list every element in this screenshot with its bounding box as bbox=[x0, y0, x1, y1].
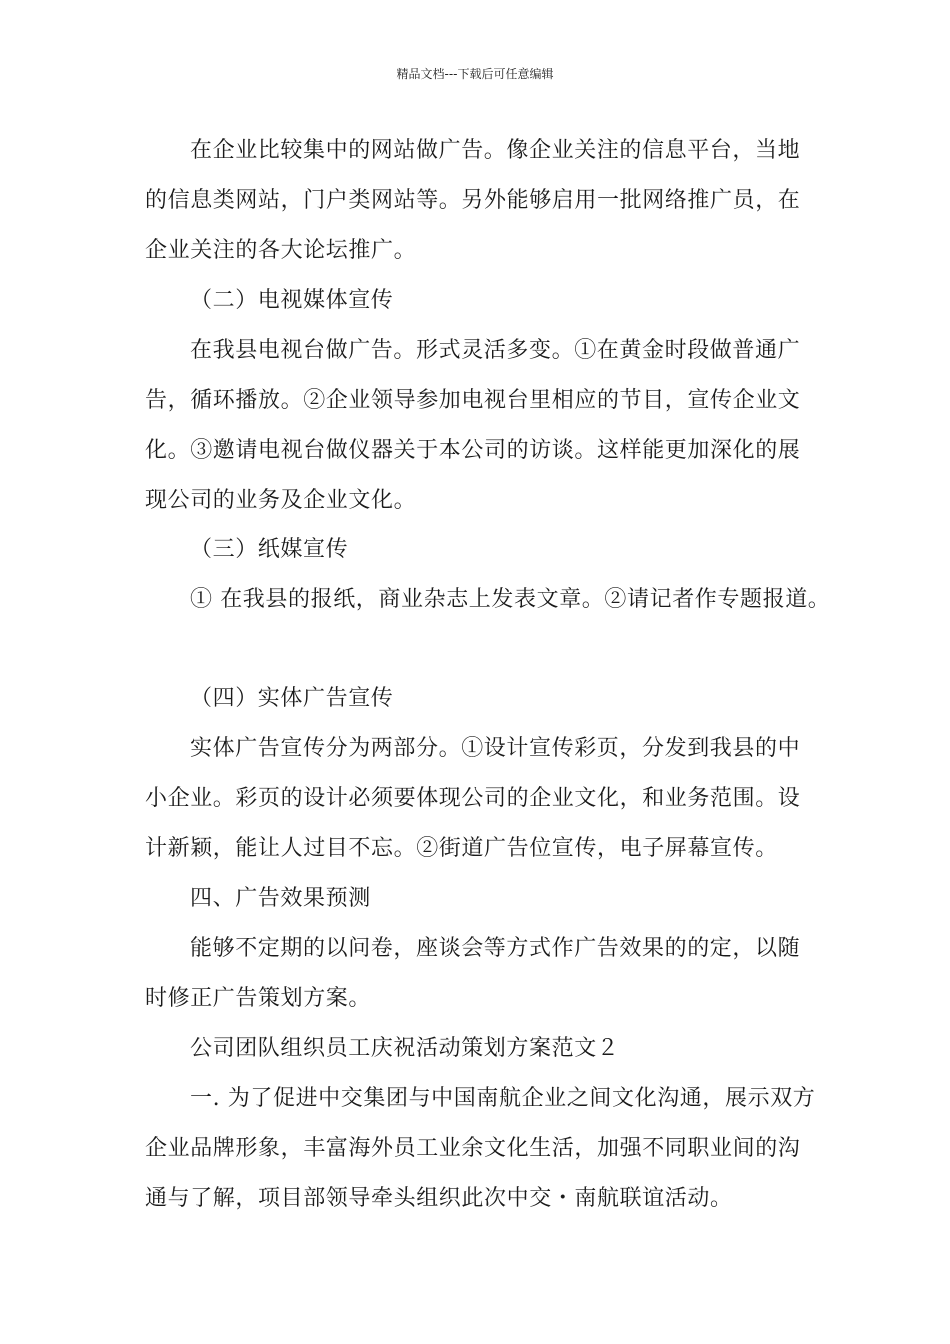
page-header: 精品文档---下载后可任意编辑 bbox=[396, 67, 554, 81]
section-heading: 四、广告效果预测 bbox=[190, 886, 371, 911]
paragraph-line: 告，循环播放。②企业领导参加电视台里相应的节目，宣传企业文 bbox=[145, 388, 801, 413]
section-heading: （二）电视媒体宣传 bbox=[190, 288, 394, 313]
section-heading: 公司团队组织员工庆祝活动策划方案范文２ bbox=[190, 1036, 620, 1061]
paragraph-line: 的信息类网站，门户类网站等。另外能够启用一批网络推广员，在 bbox=[145, 188, 801, 213]
paragraph-line: 在我县电视台做广告。形式灵活多变。①在黄金时段做普通广 bbox=[190, 338, 801, 363]
paragraph-line: 企业品牌形象，丰富海外员工业余文化生活，加强不同职业间的沟 bbox=[145, 1136, 801, 1161]
paragraph-line: 一. 为了促进中交集团与中国南航企业之间文化沟通，展示双方 bbox=[190, 1086, 816, 1111]
paragraph-line: 小企业。彩页的设计必须要体现公司的企业文化，和业务范围。设 bbox=[145, 786, 801, 811]
paragraph-line: 能够不定期的以问卷，座谈会等方式作广告效果的的定，以随 bbox=[190, 936, 801, 961]
section-heading: （三）纸媒宣传 bbox=[190, 537, 349, 562]
paragraph-line: 企业关注的各大论坛推广。 bbox=[145, 238, 417, 263]
paragraph-line: 计新颖，能让人过目不忘。②街道广告位宣传，电子屏幕宣传。 bbox=[145, 836, 778, 861]
paragraph-line: 时修正广告策划方案。 bbox=[145, 986, 372, 1011]
section-heading: （四）实体广告宣传 bbox=[190, 686, 394, 711]
paragraph-line: 实体广告宣传分为两部分。①设计宣传彩页，分发到我县的中 bbox=[190, 736, 801, 761]
paragraph-line: 在企业比较集中的网站做广告。像企业关注的信息平台，当地 bbox=[190, 138, 801, 163]
paragraph-line: 化。③邀请电视台做仪器关于本公司的访谈。这样能更加深化的展 bbox=[145, 438, 801, 463]
paragraph-line: 现公司的业务及企业文化。 bbox=[145, 488, 417, 513]
paragraph-line: ① 在我县的报纸，商业杂志上发表文章。②请记者作专题报道。 bbox=[190, 587, 831, 612]
paragraph-line: 通与了解，项目部领导牵头组织此次中交・南航联谊活动。 bbox=[145, 1186, 733, 1211]
